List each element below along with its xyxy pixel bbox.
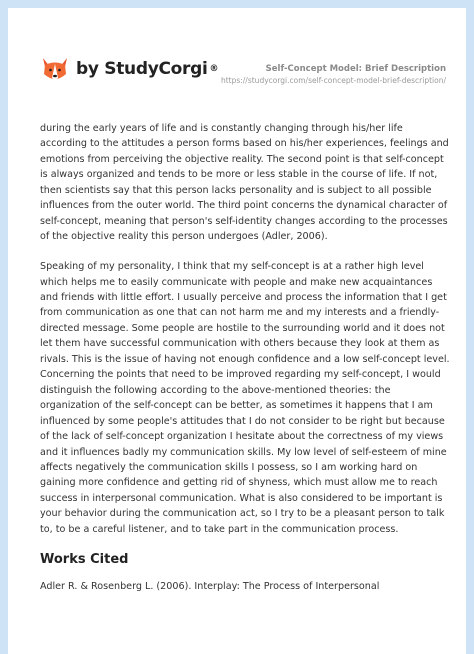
body-paragraph: during the early years of life and is constantly changing through his/her life according to the attitudes a person forms based on his/her experiences, feelings and emotions from perceiving the objective reality. The second point is that self-concept is always organized and tends to be more or less stable in the course of life. If not, then scientists say that this person lacks personality and is subject to all possible influences from the outer world. The third point concerns the dynamical character of self-concept, meaning that person's self-identity changes according to the processes of the objective reality this person undergoes (Adler, 2006). (40, 123, 449, 243)
body-paragraph: Speaking of my personality, I think that my self-concept is at a rather high level which helps me to easily communicate with people and make new acquaintances and friends with little effort. I usually perceive and process the information that I get from communication as one that can not harm me and my interests and a friendly-directed message. Some people are hostile to the surrounding world and it does not let them have successful communication with others because they look at them as rivals. This is the issue of having not enough confidence and a low self-concept level. Concerning the points that need to be improved regarding my self-concept, I would distinguish the following according to the above-mentioned theories: the organization of the self-concept can be better, as sometimes it happens that I am influenced by some people's attitudes that I do not consider to be right but because of the lack of self-concept organization I hesitate about the correctness of my views and it influences badly my communication skills. My low level of self-esteem of mine affects negatively the communication skills I possess, so I am working hard on gaining more confidence and getting rid of shyness, which must allow me to reach success in interpersonal communication. What is also considered to be important is your behavior during the communication act, so I try to be a pleasant person to talk to, to be a careful listener, and to take part in the communication process. (40, 261, 450, 535)
registered-mark: ® (209, 64, 219, 74)
studycorgi-logo[interactable] (40, 54, 219, 84)
document-meta (221, 63, 446, 87)
works-cited-heading: Works Cited (40, 551, 129, 567)
document-page (8, 8, 466, 654)
document-title: Self-Concept Model: Brief Description (265, 64, 446, 74)
document-body (40, 121, 450, 609)
brand-name: by StudyCorgi (76, 59, 208, 79)
corgi-logo-icon (40, 54, 70, 84)
page-header (8, 8, 466, 118)
reference-entry: Adler R. & Rosenberg L. (2006). Interplay: The Process of Interpersonal (40, 580, 380, 592)
document-url[interactable]: https://studycorgi.com/self-concept-model-brief-description/ (220, 76, 446, 85)
